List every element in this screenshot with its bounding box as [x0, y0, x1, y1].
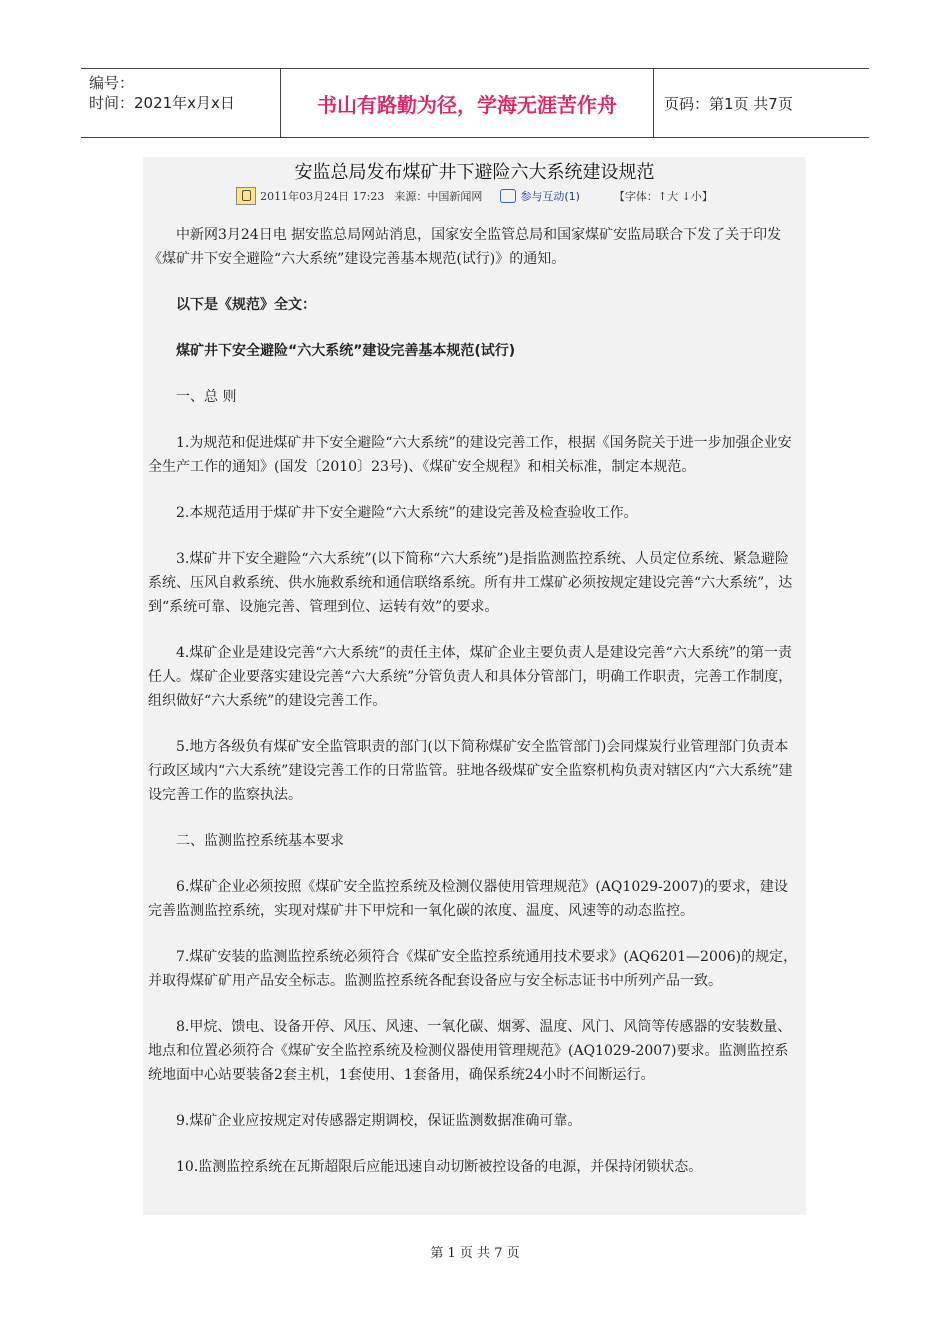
motto: 书山有路勤为径，学海无涯苦作舟: [281, 69, 654, 137]
comment-icon[interactable]: [500, 189, 516, 203]
article: [143, 157, 806, 1215]
paragraph: 中新网3月24日电 据安监总局网站消息，国家安全监管总局和国家煤矿安监局联合下发了关于印发《煤矿井下安全避险“六大系统”建设完善基本规范(试行)》的通知。: [148, 227, 782, 267]
number-label: 编号：: [89, 74, 135, 92]
time-label: 时间：2021年x月x日: [89, 94, 235, 112]
paragraph: 6.煤矿企业必须按照《煤矿安全监控系统及检测仪器使用管理规范》(AQ1029-2007)的要求，建设完善监测监控系统，实现对煤矿井下甲烷和一氧化碳的浓度、温度、风速等的动态监控。: [148, 879, 788, 919]
page-code: 页码：第1页 共7页: [664, 94, 793, 113]
header-info: [81, 69, 281, 137]
print-icon[interactable]: [236, 187, 256, 205]
paragraph: 5.地方各级负有煤矿安全监管职责的部门(以下简称煤矿安全监管部门)会同煤炭行业管理部门负责本行政区域内“六大系统”建设完善工作的日常监管。驻地各级煤矿安全监察机构负责对辖区内“六大系统”建设完善工作的监察执法。: [148, 739, 793, 803]
page-footer: 第 1 页 共 7 页: [430, 1246, 520, 1261]
header-table: [81, 68, 869, 138]
article-title: 安监总局发布煤矿井下避险六大系统建设规范: [294, 162, 655, 183]
article-meta: [215, 185, 734, 207]
paragraph: 2.本规范适用于煤矿井下安全避险“六大系统”的建设完善及检查验收工作。: [176, 505, 638, 521]
section-heading: 二、监测监控系统基本要求: [176, 833, 344, 849]
font-size-control[interactable]: 【字体：↑大 ↓小】: [613, 190, 713, 203]
paragraph: 1.为规范和促进煤矿井下安全避险“六大系统”的建设完善工作，根据《国务院关于进一步加强企业安全生产工作的通知》(国发〔2010〕23号)、《煤矿安全规程》和相关标准，制定本规范。: [148, 435, 792, 475]
paragraph: 以下是《规范》全文：: [176, 297, 316, 313]
paragraph: 10.监测监控系统在瓦斯超限后应能迅速自动切断被控设备的电源，并保持闭锁状态。: [176, 1159, 703, 1175]
meta-source: 来源：中国新闻网: [394, 190, 483, 203]
article-body: [145, 223, 804, 1179]
paragraph: 3.煤矿井下安全避险“六大系统”(以下简称“六大系统”)是指监测监控系统、人员定位系统、紧急避险系统、压风自救系统、供水施救系统和通信联络系统。所有井工煤矿必须按规定建设完善“六大系统”，达到“系统可靠、设施完善、管理到位、运转有效”的要求。: [148, 551, 793, 615]
paragraph: 煤矿井下安全避险“六大系统”建设完善基本规范(试行): [176, 343, 516, 359]
paragraph: 8.甲烷、馈电、设备开停、风压、风速、一氧化碳、烟雾、温度、风门、风筒等传感器的安装数量、地点和位置必须符合《煤矿安全监控系统及检测仪器使用管理规范》(AQ1029-2007)要求。监测监控系统地面中心站要装备2套主机，1套使用、1套备用，确保系统24小时不间断运行。: [148, 1019, 792, 1083]
section-heading: 一、总 则: [176, 389, 237, 405]
meta-date: 2011年03月24日 17:23: [260, 190, 385, 203]
paragraph: 4.煤矿企业是建设完善“六大系统”的责任主体，煤矿企业主要负责人是建设完善“六大系统”的第一责任人。煤矿企业要落实建设完善“六大系统”分管负责人和具体分管部门，明确工作职责，完善工作制度，组织做好“六大系统”的建设完善工作。: [148, 645, 793, 709]
paragraph: 9.煤矿企业应按规定对传感器定期调校，保证监测数据准确可靠。: [176, 1113, 582, 1129]
interact-link[interactable]: 参与互动(1): [520, 190, 580, 203]
paragraph: 7.煤矿安装的监测监控系统必须符合《煤矿安全监控系统通用技术要求》(AQ6201—2006)的规定，并取得煤矿矿用产品安全标志。监测监控系统各配套设备应与安全标志证书中所列产品一致。: [148, 949, 798, 989]
